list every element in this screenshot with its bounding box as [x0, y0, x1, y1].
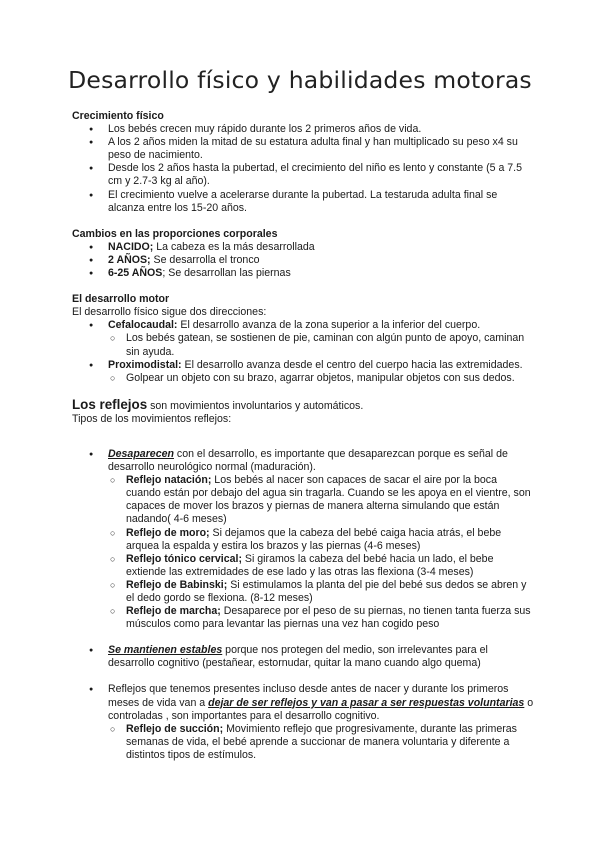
crecimiento-list — [72, 123, 534, 215]
sub-list — [108, 723, 534, 762]
document-body — [72, 110, 534, 762]
reflejos-intro: Tipos de los movimientos reflejos: — [72, 412, 232, 425]
reflejos-presentes-list — [72, 683, 534, 762]
page-title: Desarrollo físico y habilidades motoras — [68, 66, 532, 94]
section-heading-motor: El desarrollo motor — [72, 293, 170, 306]
motor-list — [72, 319, 534, 384]
reflejos-desaparecen-list — [72, 448, 534, 631]
sub-list-item: ○ Golpear un objeto con su brazo, agarrar objetos, manipular objetos con sus dedos. — [108, 372, 534, 385]
term: Reflejo tónico cervical; — [126, 552, 242, 565]
list-item — [72, 644, 534, 670]
sub-list — [108, 474, 534, 631]
list-item — [72, 448, 534, 631]
motor-intro: El desarrollo físico sigue dos direcciones: — [72, 306, 267, 319]
sub-list-item: ○ Los bebés gatean, se sostienen de pie, caminan con algún punto de apoyo, caminan sin ayuda. — [108, 332, 534, 358]
list-item — [72, 683, 534, 762]
reflejos-heading-line — [72, 398, 534, 413]
description: porque nos protegen del medio, son irrelevantes para el desarrollo cognitivo (pestañear, estornudar, quitar la mano cuando algo quema) — [108, 644, 488, 670]
description: ; Se desarrollan las piernas — [162, 267, 291, 280]
description: El desarrollo avanza de la zona superior a la inferior del cuerpo. — [177, 319, 481, 332]
proporciones-list — [72, 241, 534, 280]
description: Si giramos la cabeza del bebé hacia un lado, el bebe extiende las extremidades de ese lado y las otras las flexiona (3-4 meses) — [126, 552, 494, 578]
description: o controladas , son importantes para el desarrollo cognitivo. — [108, 696, 534, 722]
reflejos-heading-rest: son movimientos involuntarios y automáticos. — [147, 399, 364, 412]
reflejos-mantienen-list — [72, 644, 534, 670]
term: 6-25 AÑOS — [108, 267, 163, 280]
description: Se desarrolla el tronco — [150, 253, 260, 266]
description: con el desarrollo, es importante que desaparezcan porque es señal de desarrollo neurológico normal (maduración). — [108, 447, 508, 474]
term: Reflejo de marcha; — [126, 605, 221, 618]
term: NACIDO; — [108, 240, 154, 253]
list-item — [72, 319, 534, 358]
list-item — [72, 254, 534, 267]
list-item: ● A los 2 años miden la mitad de su estatura adulta final y han multiplicado su peso x4 su peso de nacimiento. — [72, 136, 534, 162]
description: Los bebés al nacer son capaces de sacar el aire por la boca cuando están por debajo del agua sin tragarla. Cuando se les apoya en el vientre, son capaces de mover los brazos y piernas de manera alterna simulando que están nadando( 4-6 meses) — [126, 474, 531, 526]
list-item: ● Desde los 2 años hasta la pubertad, el crecimiento del niño es lento y constante (5 a 7.5 cm y 2.7-3 kg al año). — [72, 162, 534, 188]
list-item — [72, 267, 534, 280]
term: 2 AÑOS; — [108, 253, 151, 266]
list-item: ● Los bebés crecen muy rápido durante los 2 primeros años de vida. — [72, 123, 534, 136]
description: Reflejos que tenemos presentes incluso desde antes de nacer y durante los primeros meses de vida van a — [108, 683, 509, 709]
list-item: ● El crecimiento vuelve a acelerarse durante la pubertad. La testaruda adulta final se alcanza entre los 15-20 años. — [72, 189, 534, 215]
term: Proximodistal: — [108, 358, 182, 371]
description: Si dejamos que la cabeza del bebé caiga hacia atrás, el bebe arquea la espalda y estira los brazos y las piernas (4-6 meses) — [126, 526, 502, 552]
sub-list — [108, 372, 534, 385]
list-item — [72, 241, 534, 254]
list-item — [72, 359, 534, 385]
term: Cefalocaudal: — [108, 319, 178, 332]
description: Desaparece por el peso de su piernas, no tienen tanta fuerza sus músculos como para levantar las piernas una vez han cogido peso — [126, 605, 531, 631]
sub-list-item — [108, 474, 534, 526]
term: Reflejo natación; — [126, 474, 212, 487]
description: La cabeza es la más desarrollada — [153, 240, 315, 253]
term: Desaparecen — [108, 447, 174, 460]
sub-list-item — [108, 579, 534, 605]
description: El desarrollo avanza desde el centro del cuerpo hacia las extremidades. — [181, 358, 523, 371]
description: Movimiento reflejo que progresivamente, durante las primeras semanas de vida, el bebé aprende a succionar de manera voluntaria y diferente a distintos tipos de estímulos. — [126, 722, 517, 761]
description: Si estimulamos la planta del pie del bebé sus dedos se abren y el dedo gordo se flexiona. (8-12 meses) — [126, 578, 527, 604]
section-heading-crecimiento: Crecimiento físico — [72, 110, 164, 122]
sub-list-item — [108, 527, 534, 553]
section-heading-proporciones: Cambios en las proporciones corporales — [72, 227, 278, 240]
sub-list — [108, 332, 534, 358]
term: Se mantienen estables — [108, 644, 223, 657]
sub-list-item — [108, 723, 534, 762]
emphasis: dejar de ser reflejos y van a pasar a ser respuestas voluntarias — [208, 696, 525, 709]
term: Reflejo de succión; — [126, 722, 224, 735]
sub-list-item — [108, 605, 534, 631]
section-heading-reflejos: Los reflejos — [72, 396, 148, 412]
term: Reflejo de moro; — [126, 526, 210, 539]
sub-list-item — [108, 553, 534, 579]
term: Reflejo de Babinski; — [126, 578, 228, 591]
